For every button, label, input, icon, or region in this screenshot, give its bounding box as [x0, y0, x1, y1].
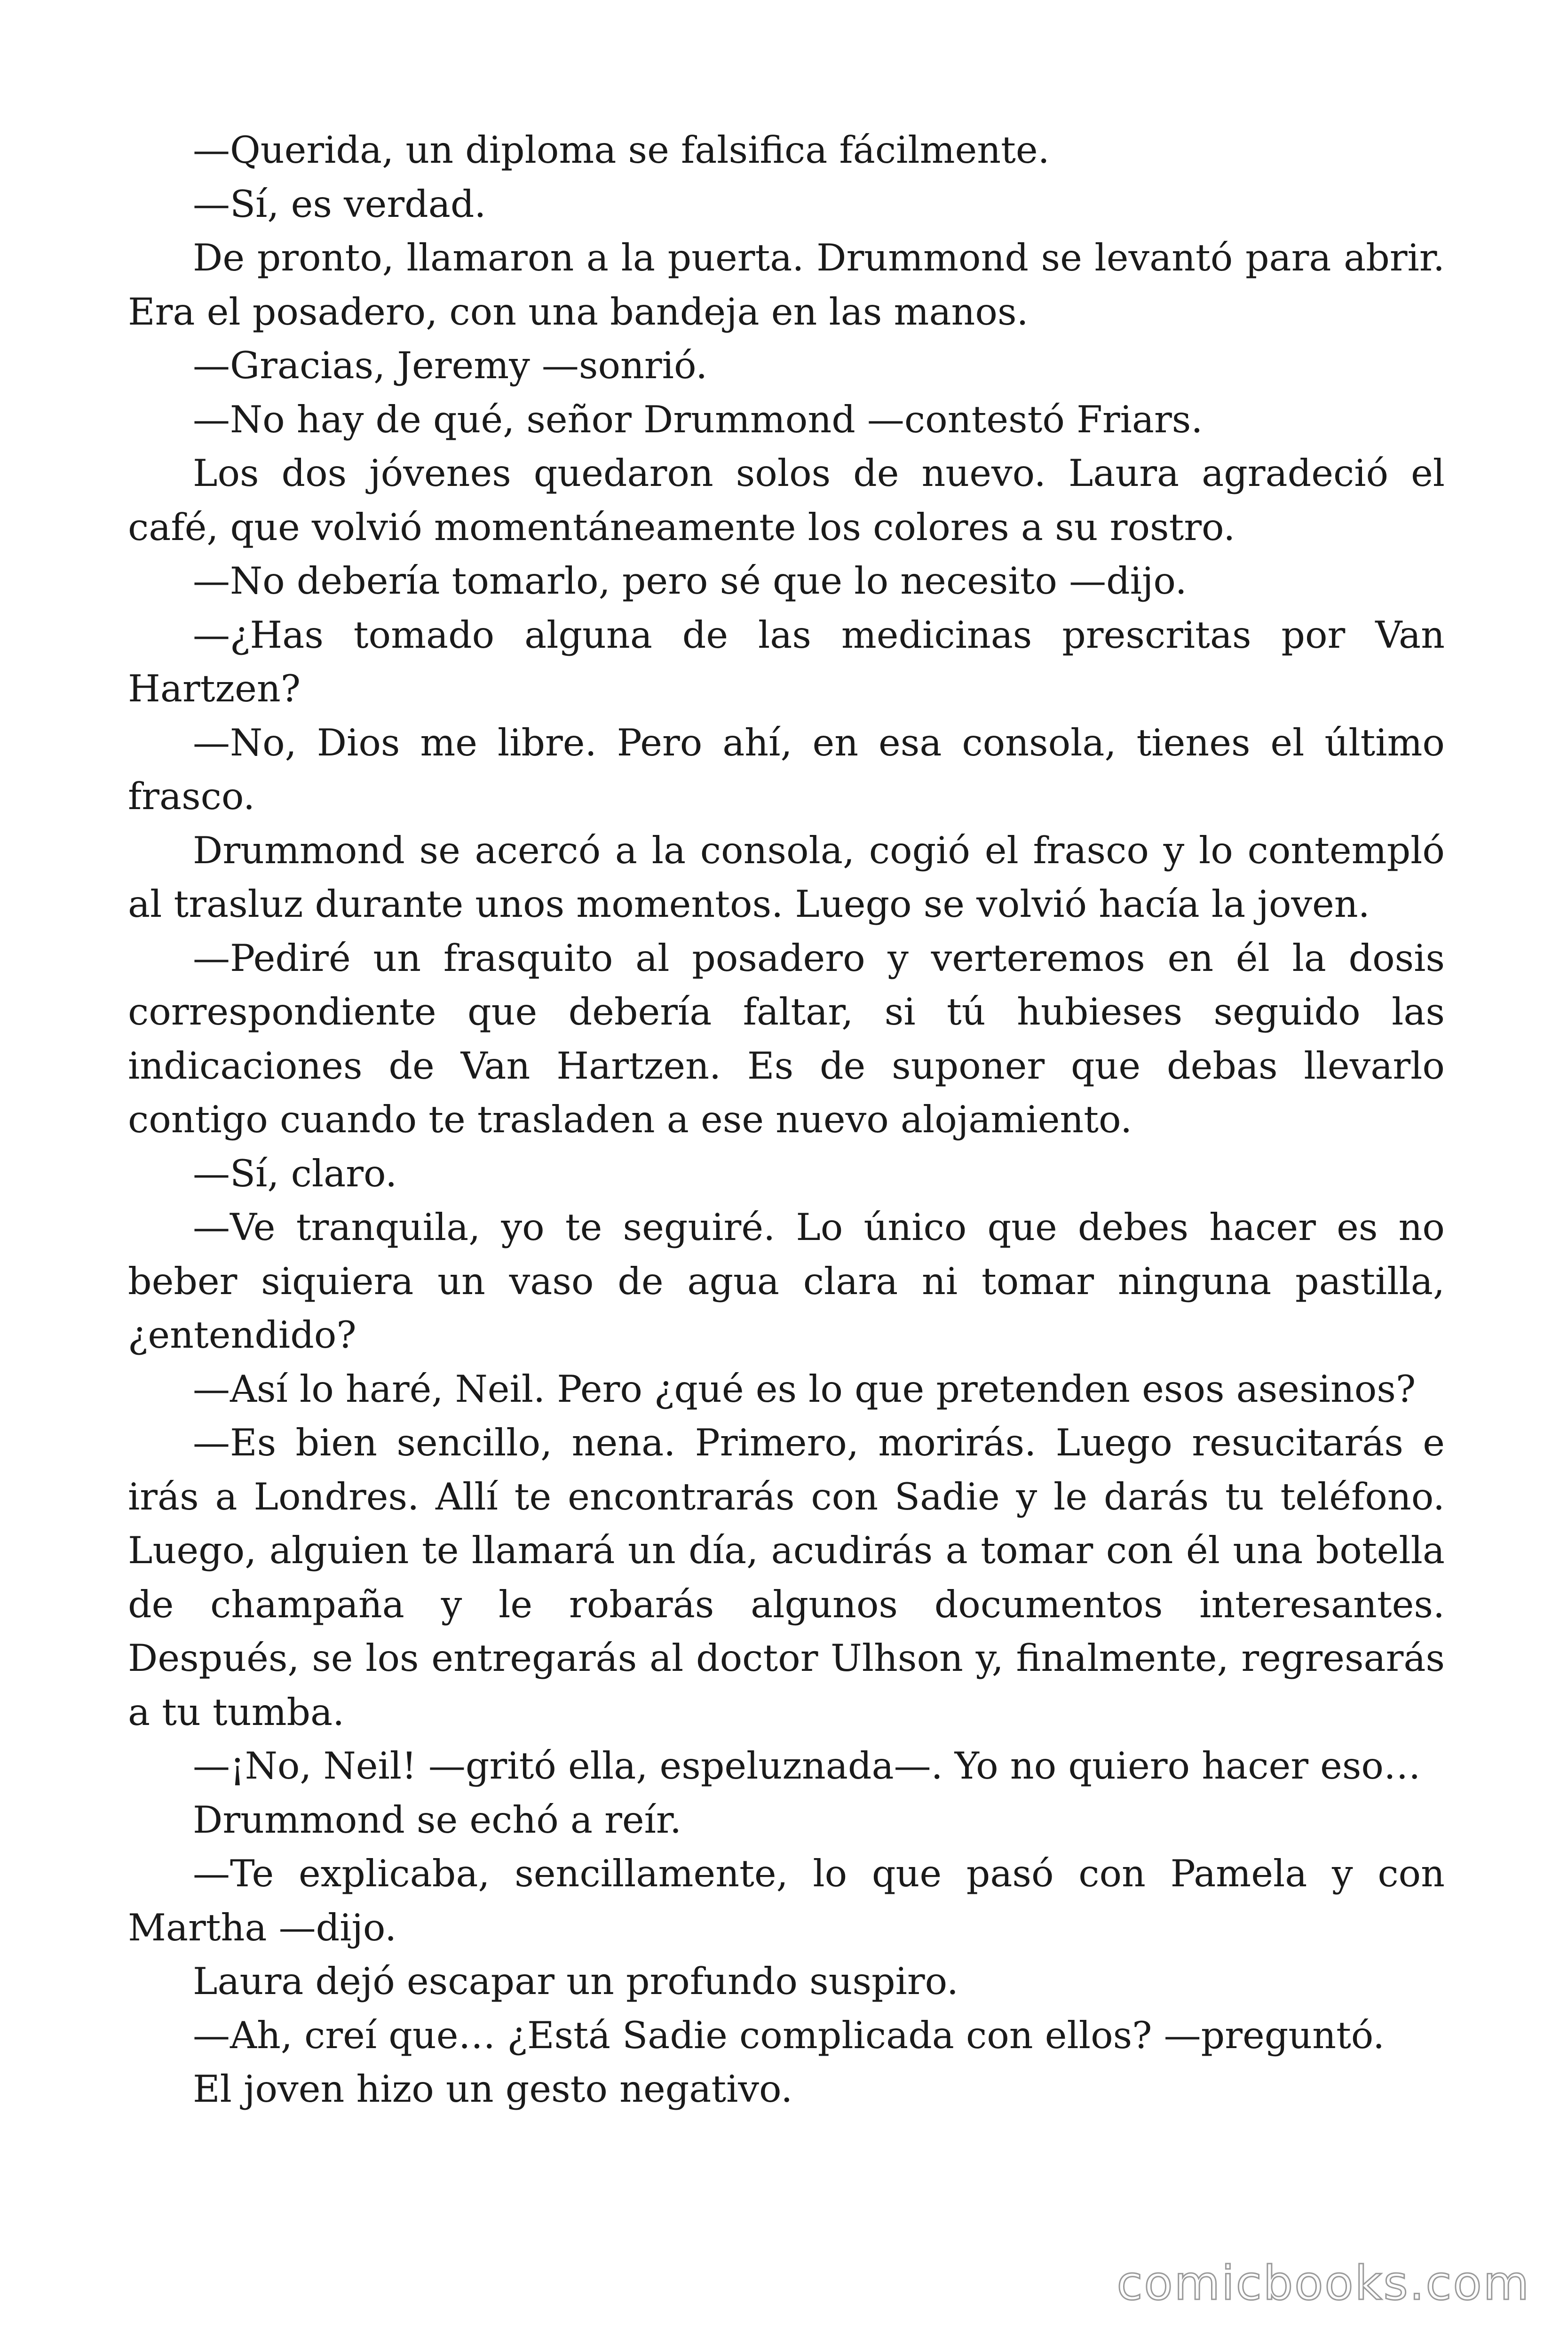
paragraph: —¿Has tomado alguna de las medicinas prescritas por Van Hartzen?: [128, 613, 1445, 710]
paragraph: De pronto, llamaron a la puerta. Drummond se levantó para abrir. Era el posadero, con una bandeja en las manos.: [128, 236, 1445, 334]
paragraph: Drummond se echó a reír.: [193, 1798, 682, 1842]
paragraph: —No hay de qué, señor Drummond —contestó Friars.: [193, 397, 1203, 441]
paragraph: —Te explicaba, sencillamente, lo que pasó con Pamela y con Martha —dijo.: [128, 1852, 1445, 1949]
page-body-text: [128, 123, 1445, 2116]
paragraph: —Pediré un frasquito al posadero y verteremos en él la dosis correspondiente que debería faltar, si tú hubieses seguido las indicaciones de Van Hartzen. Es de suponer que debas llevarlo contigo cuando te trasladen a ese nuevo alojamiento.: [128, 936, 1445, 1141]
paragraph: —Así lo haré, Neil. Pero ¿qué es lo que pretenden esos asesinos?: [193, 1367, 1416, 1411]
paragraph: —Ah, creí que… ¿Está Sadie complicada con ellos? —preguntó.: [193, 2013, 1385, 2057]
paragraph: —¡No, Neil! —gritó ella, espeluznada—. Yo no quiero hacer eso…: [193, 1744, 1421, 1788]
paragraph: El joven hizo un gesto negativo.: [193, 2067, 793, 2111]
paragraph: —Es bien sencillo, nena. Primero, morirás. Luego resucitarás e irás a Londres. Allí te encontrarás con Sadie y le darás tu teléfono. Luego, alguien te llamará un día, acudirás a tomar con él una botella de champaña y le robarás algunos documentos interesantes. Después, se los entregarás al doctor Ulhson y, finalmente, regresarás a tu tumba.: [128, 1421, 1445, 1734]
paragraph: —Sí, claro.: [193, 1152, 397, 1195]
paragraph: —Querida, un diploma se falsifica fácilmente.: [193, 128, 1050, 172]
paragraph: —Ve tranquila, yo te seguiré. Lo único que debes hacer es no beber siquiera un vaso de agua clara ni tomar ninguna pastilla, ¿entendido?: [128, 1206, 1445, 1357]
paragraph: —Gracias, Jeremy —sonrió.: [193, 344, 708, 387]
paragraph: Drummond se acercó a la consola, cogió el frasco y lo contempló al trasluz durante unos momentos. Luego se volvió hacía la joven.: [128, 828, 1445, 926]
paragraph: —No debería tomarlo, pero sé que lo necesito —dijo.: [193, 559, 1187, 603]
watermark: comicbooks.com: [1117, 2256, 1530, 2311]
paragraph: —No, Dios me libre. Pero ahí, en esa consola, tienes el último frasco.: [128, 721, 1445, 818]
paragraph: —Sí, es verdad.: [193, 182, 486, 226]
paragraph: Los dos jóvenes quedaron solos de nuevo. Laura agradeció el café, que volvió momentáneamente los colores a su rostro.: [128, 452, 1445, 549]
paragraph: Laura dejó escapar un profundo suspiro.: [193, 1960, 958, 2003]
